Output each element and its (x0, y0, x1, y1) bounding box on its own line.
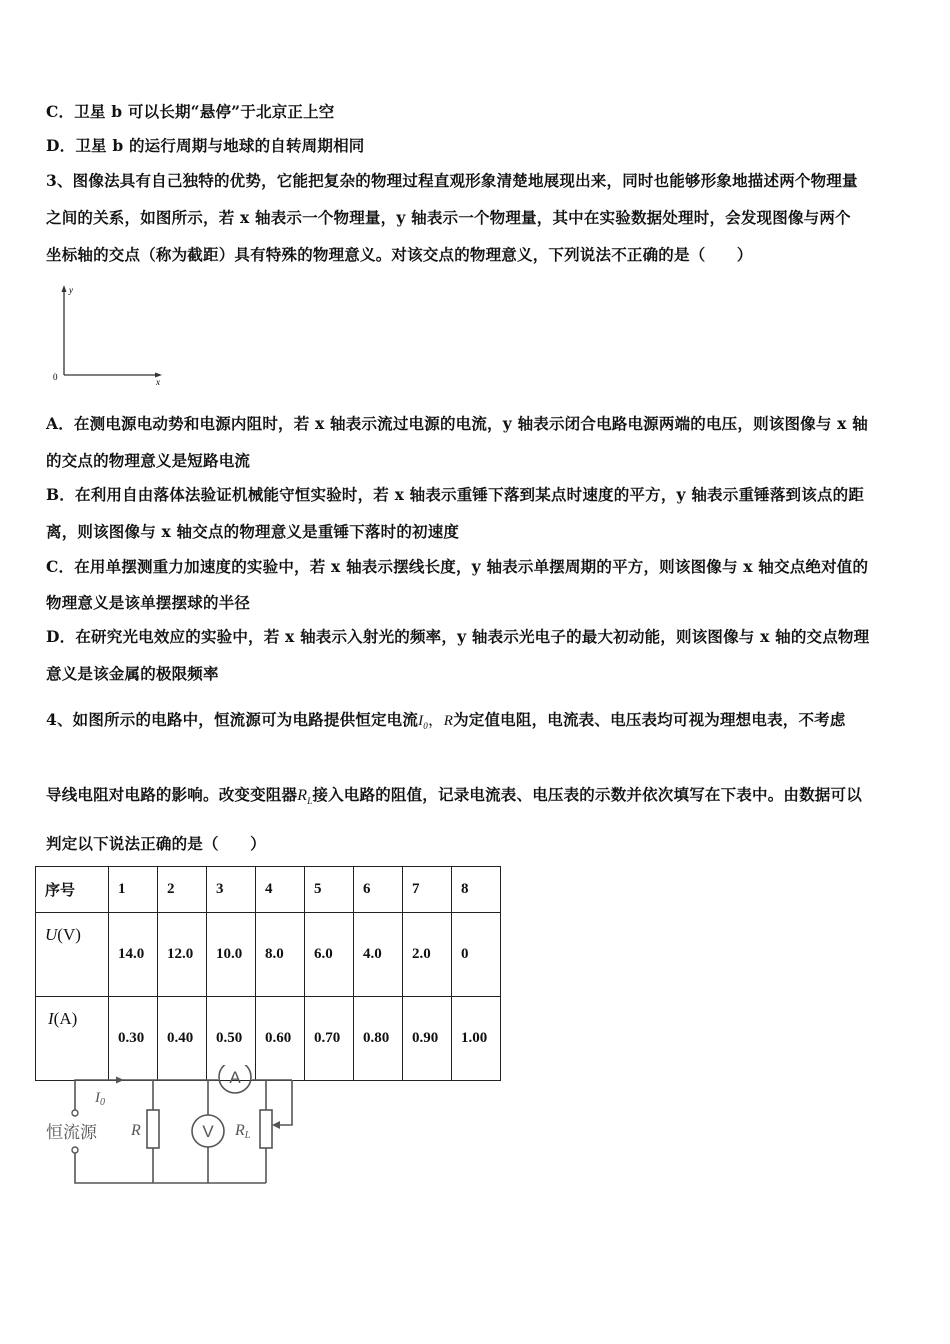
voltage-symbol: U (45, 925, 58, 944)
current-cell: 0.50 (207, 997, 256, 1081)
q3-stem-line1: 3、图像法具有自己独特的优势，它能把复杂的物理过程直观形象清楚地展现出来，同时也能够形象地描述两个物理量 (46, 171, 858, 190)
terminal-bottom (72, 1147, 78, 1153)
table-index-cell: 1 (109, 867, 158, 913)
symbol-rl-sub: L (307, 796, 313, 807)
table-header-row (36, 867, 501, 913)
table-index-cell: 4 (256, 867, 305, 913)
current-cell: 0.90 (403, 997, 452, 1081)
rheostat-label-main: R (235, 1122, 245, 1139)
voltage-cell: 6.0 (305, 913, 354, 997)
table-index-cell: 8 (452, 867, 501, 913)
rheostat-label (234, 1122, 251, 1141)
current-cell: 0.80 (354, 997, 403, 1081)
q3-option-a-line1: A．在测电源电动势和电源内阻时，若 x 轴表示流过电源的电流，y 轴表示闭合电路电源两端的电压，则该图像与 x 轴 (46, 414, 868, 433)
symbol-r: R (443, 713, 454, 729)
x-axis-label: x (156, 377, 160, 387)
current-label-sub: 0 (100, 1097, 105, 1108)
data-table (35, 866, 501, 1081)
rheostat-label-sub: L (244, 1130, 251, 1141)
current-cell: 1.00 (452, 997, 501, 1081)
q4-line2-text-b: 接入电路的阻值，记录电流表、电压表的示数并依次填写在下表中。由数据可以 (312, 785, 862, 804)
q3-option-b-line2: 离，则该图像与 x 轴交点的物理意义是重锤下落时的初速度 (46, 522, 460, 541)
q3-option-d-line1: D．在研究光电效应的实验中，若 x 轴表示入射光的频率，y 轴表示光电子的最大初动能，则该图像与 x 轴的交点物理 (46, 627, 870, 646)
voltage-cell: 0 (452, 913, 501, 997)
current-cell: 0.40 (158, 997, 207, 1081)
resistor-label: R (131, 1122, 141, 1139)
q4-line1-text-a: 4、如图所示的电路中，恒流源可为电路提供恒定电流 (46, 710, 419, 729)
voltage-cell: 2.0 (403, 913, 452, 997)
current-symbol: I (48, 1009, 54, 1028)
wire-bottom (75, 1150, 266, 1183)
q3-option-b-line1: B．在利用自由落体法验证机械能守恒实验时，若 x 轴表示重锤下落到某点时速度的平方，y 轴表示重锤落到该点的距 (46, 485, 865, 504)
q4-stem-line1 (46, 710, 846, 736)
voltage-row-label (36, 913, 109, 997)
current-arrow-icon (116, 1077, 124, 1084)
table-index-cell: 3 (207, 867, 256, 913)
table-header-label: 序号 (36, 867, 109, 913)
source-label: 恒流源 (46, 1123, 97, 1143)
circuit-diagram (40, 1065, 305, 1190)
current-unit: (A) (53, 1009, 78, 1028)
current-label (94, 1090, 105, 1108)
ammeter-label: A (229, 1068, 241, 1087)
current-cell: 0.30 (109, 997, 158, 1081)
terminal-top (72, 1110, 78, 1116)
table-index-cell: 2 (158, 867, 207, 913)
symbol-i0 (418, 713, 428, 729)
voltage-cell: 12.0 (158, 913, 207, 997)
voltage-cell: 8.0 (256, 913, 305, 997)
table-index-cell: 7 (403, 867, 452, 913)
q4-line2-text-a: 导线电阻对电路的影响。改变变阻器 (46, 785, 298, 804)
voltmeter-label: V (202, 1122, 214, 1141)
q4-line1-text-b: 为定值电阻，电流表、电压表均可视为理想电表，不考虑 (453, 710, 846, 729)
q3-stem-line3: 坐标轴的交点（称为截距）具有特殊的物理意义。对该交点的物理意义，下列说法不正确的是（ ） (46, 245, 753, 264)
axes-figure (46, 280, 176, 390)
symbol-rl (297, 787, 313, 807)
table-row-voltage (36, 913, 501, 997)
q3-option-a-line2: 的交点的物理意义是短路电流 (46, 451, 251, 470)
option-d-q2: D．卫星 b 的运行周期与地球的自转周期相同 (46, 136, 365, 155)
resistor-r (147, 1110, 159, 1148)
y-axis-label: y (69, 285, 73, 295)
q4-stem-line2 (46, 785, 862, 811)
voltage-unit: (V) (57, 925, 81, 944)
q4-stem-line3: 判定以下说法正确的是（ ） (46, 834, 266, 853)
voltage-cell: 4.0 (354, 913, 403, 997)
q3-option-c-line1: C．在用单摆测重力加速度的实验中，若 x 轴表示摆线长度，y 轴表示单摆周期的平方，则该图像与 x 轴交点绝对值的 (46, 557, 869, 576)
current-cell: 0.60 (256, 997, 305, 1081)
symbol-i: I (418, 713, 424, 729)
slider-arrow-icon (272, 1121, 280, 1129)
symbol-rl-main: R (297, 787, 308, 804)
q3-option-d-line2: 意义是该金属的极限频率 (46, 664, 219, 683)
q3-stem-line2: 之间的关系，如图所示，若 x 轴表示一个物理量，y 轴表示一个物理量，其中在实验数据处理时，会发现图像与两个 (46, 208, 851, 227)
current-cell: 0.70 (305, 997, 354, 1081)
option-c-q2: C．卫星 b 可以长期“悬停”于北京正上空 (46, 102, 335, 121)
rheostat-slider-wire (278, 1080, 292, 1125)
symbol-i-sub: 0 (423, 721, 428, 731)
table-index-cell: 5 (305, 867, 354, 913)
voltage-cell: 10.0 (207, 913, 256, 997)
q3-option-c-line2: 物理意义是该单摆摆球的半径 (46, 593, 251, 612)
current-label-main: I (95, 1090, 100, 1106)
origin-label: 0 (53, 372, 58, 382)
rheostat-rl (260, 1110, 272, 1148)
voltage-cell: 14.0 (109, 913, 158, 997)
symbol-separator: ， (428, 711, 444, 729)
table-index-cell: 6 (354, 867, 403, 913)
y-axis-arrow-icon (62, 285, 67, 292)
